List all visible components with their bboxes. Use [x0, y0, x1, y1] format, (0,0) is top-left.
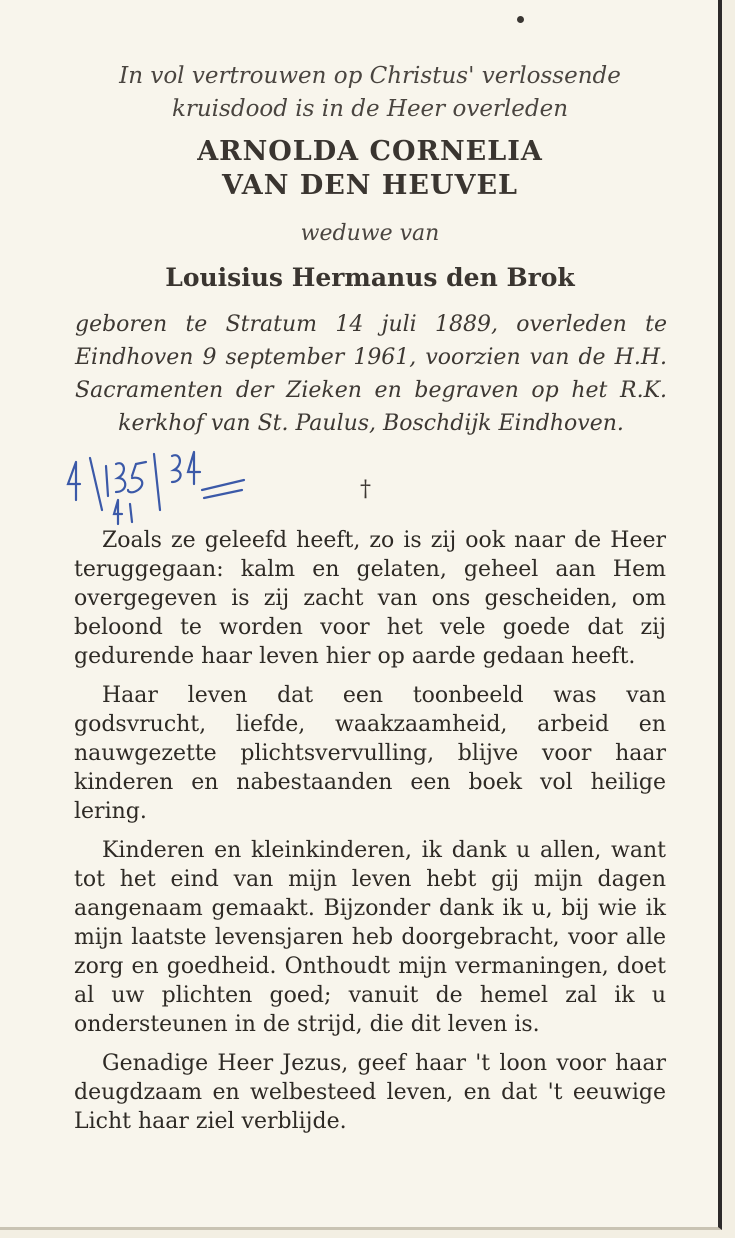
name-line-1: ARNOLDA CORNELIA — [197, 136, 543, 167]
handwritten-annotation — [62, 440, 252, 530]
paragraph-3: Kinderen en kleinkinderen, ik dank u allen, want tot het eind van mijn leven hebt gij mijn dagen aangenaam gemaakt. Bijzonder dank ik u, bij wie ik mijn laatste levensjaren heb doorgebracht, voor alle zorg en goedheid. Onthoudt mijn vermaningen, doet al uw plichten goed; vanuit de hemel zal ik u ondersteunen in de strijd, die dit leven is. — [74, 838, 666, 1037]
cross-icon: † — [360, 477, 371, 502]
paragraph-1: Zoals ze geleefd heeft, zo is zij ook naar de Heer teruggegaan: kalm en gelaten, geheel aan Hem overgegeven is zij zacht van ons gescheiden, om beloond te worden voor het vele goede dat zij gedurende haar leven hier op aarde gedaan heeft. — [74, 528, 666, 669]
deceased-name — [70, 135, 670, 203]
name-line-2: VAN DEN HEUVEL — [221, 170, 519, 201]
body-text — [74, 526, 666, 1146]
dates-paragraph: geboren te Stratum 14 juli 1889, overleden te Eindhoven 9 september 1961, voorzien van de H.H. Sacramenten der Zieken en begraven op het R.K. kerkhof van St. Paulus, Boschdijk Eindhoven. — [75, 312, 667, 436]
husband-name: Louisius Hermanus den Brok — [165, 263, 575, 292]
intro-text: In vol vertrouwen op Christus' verlossende kruisdood is in de Heer overleden — [119, 63, 621, 122]
paragraph-4: Genadige Heer Jezus, geef haar 't loon voor haar deugdzaam en welbesteed leven, en dat 't eeuwige Licht haar ziel verblijde. — [74, 1051, 666, 1134]
widow-of-label: weduwe van — [300, 221, 440, 246]
ink-dot — [517, 16, 524, 23]
paragraph-2: Haar leven dat een toonbeeld was van godsvrucht, liefde, waakzaamheid, arbeid en nauwgezette plichtsvervulling, blijve voor haar kinderen en nabestaanden een boek vol heilige lering. — [74, 683, 666, 824]
